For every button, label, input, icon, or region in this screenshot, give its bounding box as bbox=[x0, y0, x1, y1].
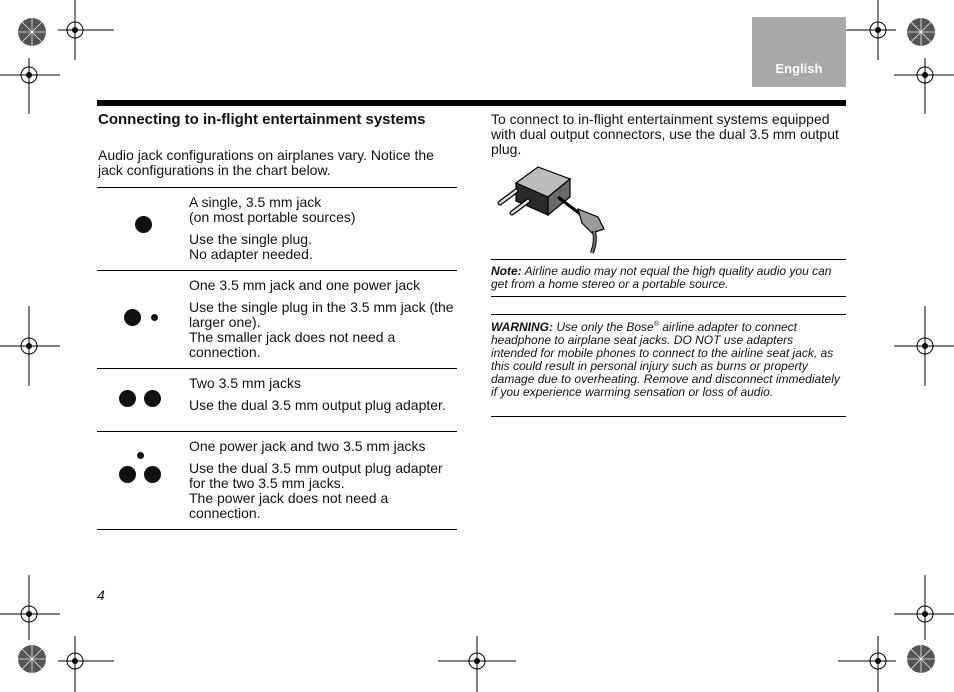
page-number: 4 bbox=[97, 587, 105, 603]
row-text: The smaller jack does not need a connection. bbox=[189, 329, 396, 360]
jack-icon-cell bbox=[97, 271, 189, 369]
jack-dot-icon bbox=[135, 216, 152, 233]
jack-dot-icon bbox=[144, 390, 161, 407]
power-jack-dot-icon bbox=[151, 314, 158, 321]
warning-label: WARNING: bbox=[491, 320, 553, 334]
left-intro: Audio jack configurations on airplanes vary. Notice the jack configurations in the chart below. bbox=[98, 147, 434, 178]
divider bbox=[491, 296, 846, 297]
table-row bbox=[97, 271, 457, 369]
warning-text: Use only the Bose bbox=[556, 320, 654, 334]
right-intro: To connect to in-flight entertainment systems equipped with dual output connectors, use the dual 3.5 mm output plug. bbox=[491, 111, 839, 157]
top-rule bbox=[97, 100, 846, 106]
note-label: Note: bbox=[491, 264, 522, 278]
jack-configuration-table bbox=[97, 187, 457, 530]
row-text: (on most portable sources) bbox=[189, 209, 356, 225]
warning bbox=[491, 321, 841, 399]
row-text: A single, 3.5 mm jack bbox=[189, 194, 322, 210]
divider bbox=[491, 259, 846, 260]
jack-dot-icon bbox=[124, 309, 141, 326]
jack-icon-cell bbox=[97, 188, 189, 271]
dual-plug-adapter-illustration bbox=[494, 163, 612, 255]
power-jack-dot-icon bbox=[137, 452, 144, 459]
divider bbox=[491, 416, 846, 417]
table-row bbox=[97, 432, 457, 530]
row-text: Use the dual 3.5 mm output plug adapter. bbox=[189, 397, 446, 413]
row-text: One power jack and two 3.5 mm jacks bbox=[189, 438, 426, 454]
jack-dot-icon bbox=[119, 390, 136, 407]
note bbox=[491, 265, 846, 291]
divider bbox=[491, 314, 846, 315]
jack-icon-cell bbox=[97, 369, 189, 432]
row-text: The power jack does not need a connection. bbox=[189, 490, 389, 521]
row-text: Use the single plug in the 3.5 mm jack (the larger one). bbox=[189, 299, 454, 330]
row-text: Use the single plug. bbox=[189, 231, 312, 247]
jack-dot-icon bbox=[119, 466, 136, 483]
registered-mark: ® bbox=[653, 321, 659, 328]
warning-text: airline adapter to connect headphone to airplane seat jacks. DO NOT use adapters intended for mobile phones to connect to the airline seat jack, as this could result in personal injury such as burns or property damage due to overheating. Remove and disconnect immediately if you experience warming sensation or loss of audio. bbox=[491, 320, 840, 399]
section-heading: Connecting to in-flight entertainment systems bbox=[98, 111, 426, 128]
row-text: Two 3.5 mm jacks bbox=[189, 375, 302, 391]
row-text: No adapter needed. bbox=[189, 246, 313, 262]
jack-dot-icon bbox=[144, 466, 161, 483]
row-text: One 3.5 mm jack and one power jack bbox=[189, 277, 421, 293]
table-row bbox=[97, 369, 457, 432]
jack-icon-cell bbox=[97, 432, 189, 530]
table-row bbox=[97, 188, 457, 271]
language-tab: English bbox=[752, 17, 846, 87]
row-text: Use the dual 3.5 mm output plug adapter for the two 3.5 mm jacks. bbox=[189, 460, 443, 491]
note-text: Airline audio may not equal the high quality audio you can get from a home stereo or a portable source. bbox=[491, 264, 832, 291]
